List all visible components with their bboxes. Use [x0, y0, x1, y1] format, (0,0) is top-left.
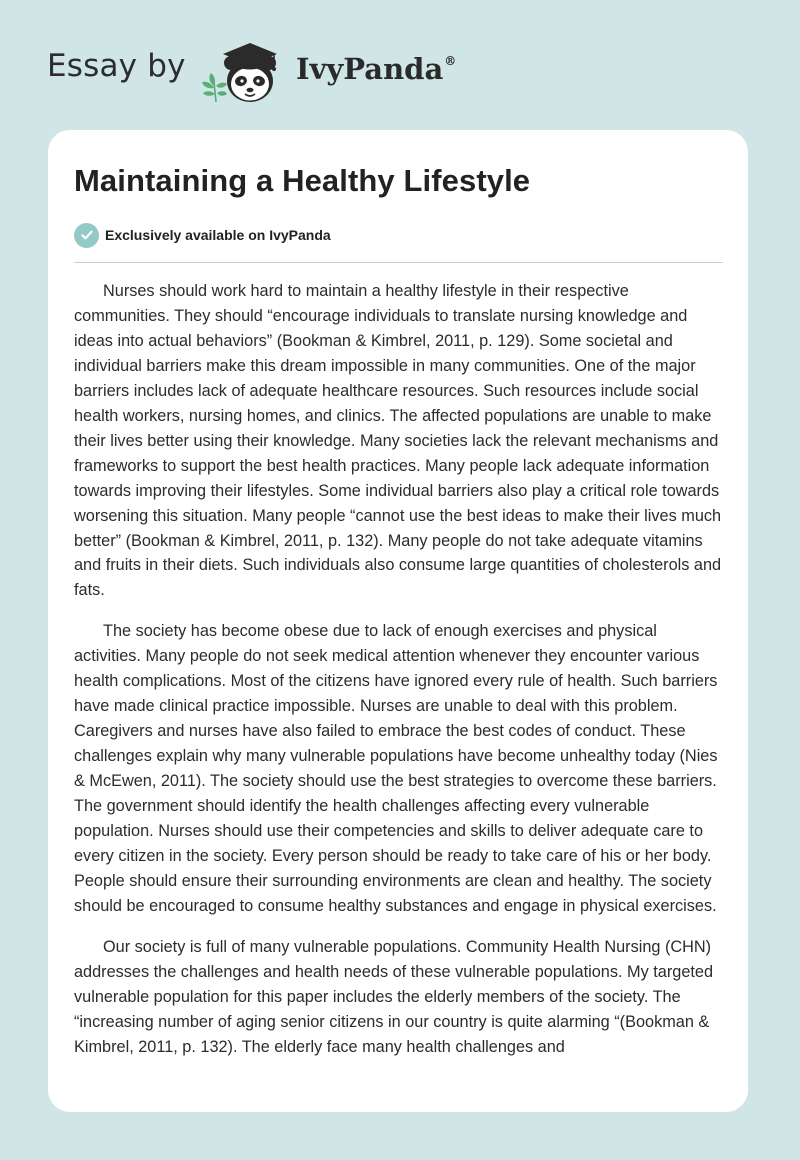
essay-body [74, 279, 726, 1076]
panda-graduate-icon[interactable] [200, 36, 292, 108]
brand-name[interactable] [296, 52, 456, 86]
exclusive-badge [74, 222, 331, 248]
paragraph: The society has become obese due to lack of enough exercises and physical activities. Many people do not seek medical attention whenever they encounter various health complications. Most of the citizens have ignored every rule of health. Such barriers have made clinical practice impossible. Nurses are unable to deal with this problem. Caregivers and nurses have also failed to embrace the best codes of conduct. These challenges explain why many vulnerable populations have become unhealthy today (Nies & McEwen, 2011). The society should use the best strategies to overcome these barriers. The government should identify the health challenges affecting every vulnerable population. Nurses should use their competencies and skills to deliver adequate care to every citizen in the society. Every person should be ready to take care of his or her body. People should ensure their surrounding environments are clean and healthy. The society should be encouraged to consume healthy substances and engage in physical exercises. [74, 622, 718, 915]
site-header [0, 0, 800, 130]
badge-label: Exclusively available on IvyPanda [105, 227, 331, 243]
paragraph: Nurses should work hard to maintain a healthy lifestyle in their respective communities. They should “encourage individuals to translate nursing knowledge and ideas into actual behaviors” (Bookman & Kimbrel, 2011, p. 129). Some societal and individual barriers make this dream impossible in many communities. One of the major barriers includes lack of adequate healthcare resources. Such resources include social health workers, nursing homes, and clinics. The affected populations are unable to make their lives better using their knowledge. Many societies lack the relevant mechanisms and frameworks to support the best health practices. Many people lack adequate information towards improving their lifestyles. Some individual barriers also play a critical role towards worsening this situation. Many people “cannot use the best ideas to make their lives much better” (Bookman & Kimbrel, 2011, p. 132). Many people do not take adequate vitamins and fruits in their diets. Such individuals also consume large quantities of cholesterols and fats. [74, 282, 722, 600]
brand-name-text: IvyPanda [296, 52, 444, 86]
brand-prefix: Essay by [47, 48, 186, 84]
registered-mark: ® [444, 54, 457, 68]
essay-title: Maintaining a Healthy Lifestyle [74, 163, 531, 198]
check-icon [74, 223, 99, 248]
divider [74, 262, 723, 263]
paragraph: Our society is full of many vulnerable populations. Community Health Nursing (CHN) addresses the challenges and health needs of these vulnerable populations. My targeted vulnerable population for this paper includes the elderly members of the society. The “increasing number of aging senior citizens in our country is quite alarming “(Bookman & Kimbrel, 2011, p. 132). The elderly face many health challenges and [74, 937, 714, 1056]
essay-card [48, 130, 748, 1112]
